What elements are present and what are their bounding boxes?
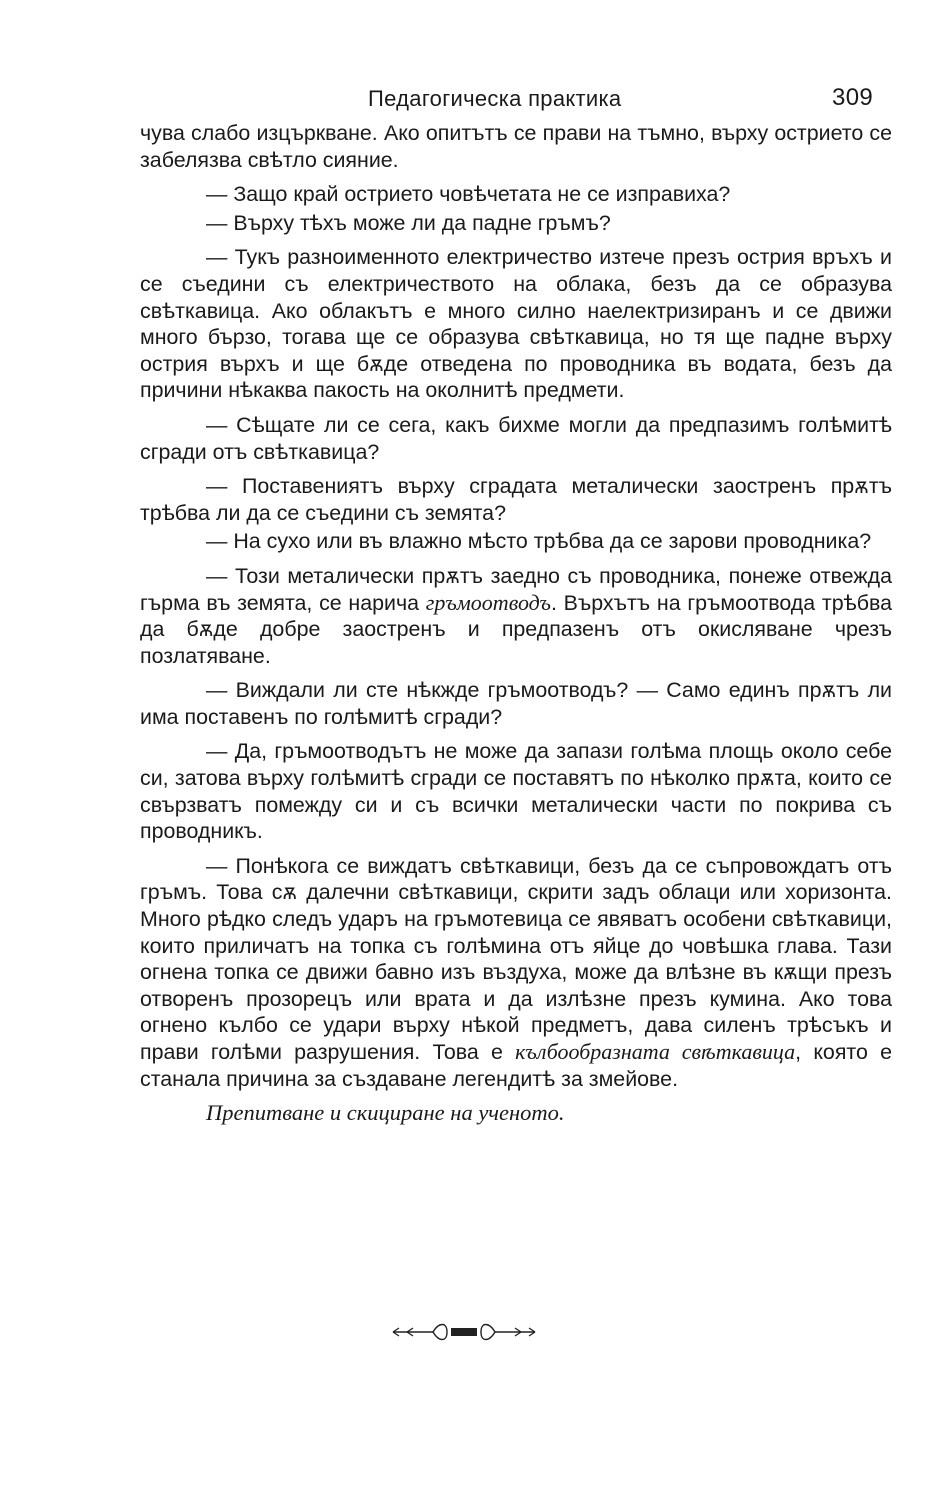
italic-term: гръмоотводъ [425,589,551,615]
question-paragraph: — Сѣщате ли се сега, какъ бихме могли да предпазимъ голѣмитѣ сгради отъ свѣткавица? [140,412,892,464]
page-number: 309 [832,84,873,111]
question-paragraph: — Защо край острието човѣчетата не се изправиха? [206,182,731,207]
explanation-paragraph: — Да, гръмоотводътъ не може да запази голѣма площь около себе си, затова върху голѣмитѣ сгради се поставятъ по нѣколко прѫта, които се свързватъ помежду си и съ всички металически части по покрива съ проводникъ. [140,739,892,844]
question-paragraph: — Виждали ли сте нѣкжде гръмоотводъ? — Само единъ прѫтъ ли има поставенъ по голѣмитѣ сгради? [140,678,892,729]
paragraph-text: — Понѣкога се виждатъ свѣткавици, безъ да се съпровождатъ отъ гръмъ. Това сѫ далечни свѣткавици, скрити задъ облаци или хоризонта. Много рѣдко следъ ударъ на гръмотевица се явяватъ особени свѣткавици, които приличатъ на топка съ голѣмина отъ яйце до човѣшка глава. Тази огнена топка се движи бавно изъ въздуха, може да влѣзне въ кѫщи презъ отворенъ прозорецъ или врата и да излѣзне презъ кумина. Ако това огнено кълбо се удари върху нѣкой предметъ, дава силенъ трѣсъкъ и прави голѣми разрушения. Това е [140,853,892,1064]
paragraph-text: . Върхътъ на гръмоотвода трѣбва да бѫде добре заостренъ и предпазенъ отъ окисляване чрезъ позлатяване. [140,590,892,668]
closing-line: Препитване и скициране на ученото. [206,1100,565,1126]
decorative-flourish-icon [0,1320,927,1344]
italic-term: кълбообразната свѣткавица [515,1039,796,1064]
paragraph-text: , която е станала причина за създаване легендитѣ за змейове. [140,1040,892,1091]
lightning-rod-paragraph [140,563,892,669]
paragraph-continuation: чува слабо изцъркване. Ако опитътъ се прави на тъмно, върху острието се забелязва свѣтло сияние. [140,121,892,172]
question-paragraph: — На сухо или въ влажно мѣсто трѣбва да се зарови проводника? [206,529,872,554]
question-paragraph: — Върху тѣхъ може ли да падне гръмъ? [206,210,611,235]
running-title: Педагогическа практика [368,86,622,111]
explanation-paragraph: — Тукъ разноименното електричество изтече презъ острия връхъ и се съедини съ електричеството на облака, безъ да се образува свѣткавица. Ако облакътъ е много силно наелектризиранъ и се движи много бързо, тогава ще се образува свѣткавица, но тя ще падне върху острия върхъ и ще бѫде отведена по проводника въ водата, безъ да причини нѣкаква пакость на околнитѣ предмети. [140,245,892,403]
body-text [140,120,892,1127]
ball-lightning-paragraph [140,853,892,1092]
page-header [140,80,885,120]
paragraph-text: — Този металически прѫтъ заедно съ проводника, понеже отвежда гърма въ земята, се нарича [140,563,892,615]
question-paragraph: — Поставениятъ върху сградата металически заостренъ прѫтъ трѣбва ли да се съедини съ земята? [140,474,892,525]
